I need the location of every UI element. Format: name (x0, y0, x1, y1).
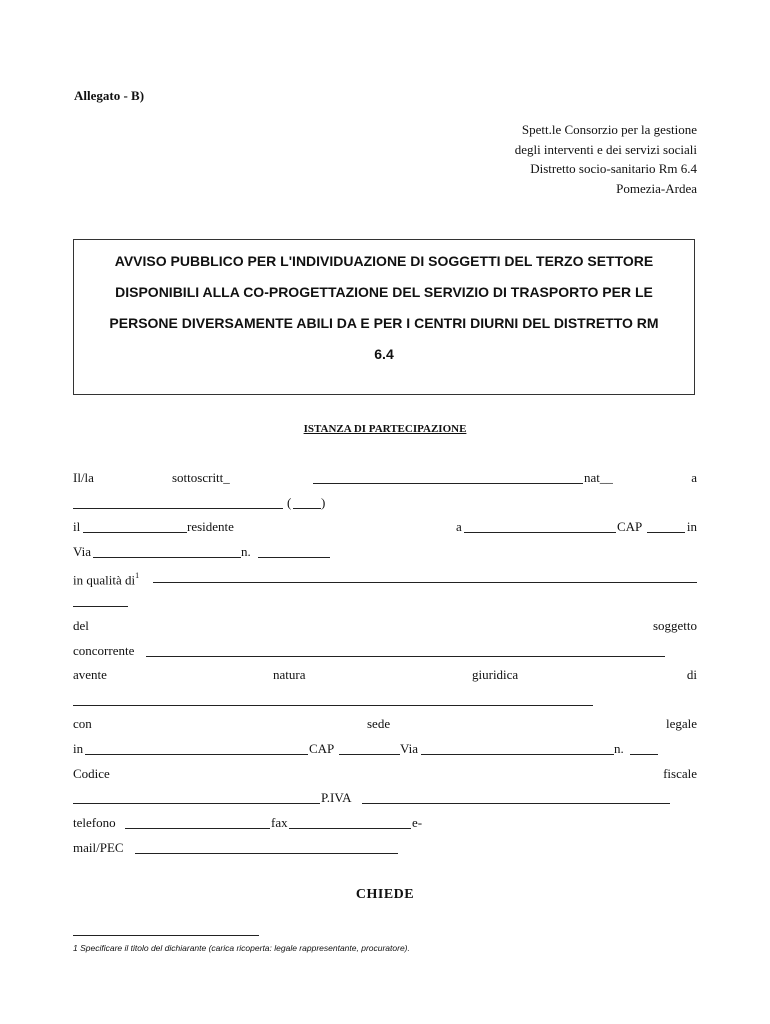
email-pec-field[interactable] (135, 853, 398, 854)
notice-title-line: PERSONE DIVERSAMENTE ABILI DA E PER I CENTRI DIURNI DEL DISTRETTO RM (109, 315, 659, 331)
label-cap-seat: CAP (309, 741, 335, 756)
addressee-block (397, 120, 697, 198)
request-heading: CHIEDE (355, 887, 415, 902)
fax-field[interactable] (289, 828, 411, 829)
role-field[interactable] (153, 582, 697, 583)
label-residente: residente (187, 519, 234, 534)
form-row-vat (73, 787, 697, 809)
label-nato: nat__ (584, 470, 613, 485)
seat-city-field[interactable] (85, 754, 308, 755)
label-il-la: Il/la (73, 470, 94, 485)
name-field[interactable] (313, 483, 583, 484)
label-paren-close: ) (321, 495, 326, 510)
label-con: con (73, 716, 92, 731)
role-field-continued[interactable] (73, 606, 128, 607)
form-row-applicant (73, 640, 697, 662)
form-row-seat-address (73, 738, 697, 760)
label-natura: natura (273, 667, 306, 682)
label-concorrente: concorrente (73, 643, 135, 658)
footnote-ref: 1 (135, 571, 140, 580)
vat-field[interactable] (362, 803, 670, 804)
seat-cap-field[interactable] (339, 754, 400, 755)
label-in-seat: in (73, 741, 84, 756)
label-fax: fax (271, 815, 288, 830)
label-del: del (73, 618, 89, 633)
label-in-qualita (73, 566, 139, 591)
label-in-qualita-text: in qualità di (73, 572, 136, 588)
label-via-seat: Via (400, 741, 418, 756)
form-row-name (73, 467, 697, 489)
residence-number-field[interactable] (258, 557, 330, 558)
label-sede: sede (367, 716, 391, 731)
label-sottoscritto: sottoscritt_ (172, 470, 230, 485)
label-giuridica: giuridica (472, 667, 519, 682)
addressee-line: Distretto socio-sanitario Rm 6.4 (530, 161, 697, 176)
label-e-dash: e- (412, 815, 423, 830)
notice-title-line: DISPONIBILI ALLA CO-PROGETTAZIONE DEL SERVIZIO DI TRASPORTO PER LE (115, 284, 653, 300)
label-paren-open: ( (287, 495, 292, 510)
addressee-line: Spett.le Consorzio per la gestione (521, 122, 697, 137)
label-piva: P.IVA (321, 790, 352, 805)
label-in: in (686, 519, 697, 534)
label-soggetto: soggetto (652, 618, 697, 633)
notice-title-line: 6.4 (374, 346, 394, 362)
form-row-tax-code (73, 763, 697, 785)
label-codice: Codice (73, 766, 110, 781)
form-row-email (73, 837, 697, 859)
form-row-seat (73, 713, 697, 735)
form-row-birthplace (73, 492, 697, 514)
residence-city-field[interactable] (464, 532, 616, 533)
label-avente: avente (73, 667, 107, 682)
form-row-role (73, 566, 697, 588)
form-row-legal-nature-value (73, 689, 697, 711)
label-a: a (691, 470, 697, 485)
legal-nature-field[interactable] (73, 705, 593, 706)
residence-street-field[interactable] (93, 557, 241, 558)
applicant-name-field[interactable] (146, 656, 665, 657)
label-cap: CAP (617, 519, 643, 534)
form-row-address (73, 541, 697, 563)
label-telefono: telefono (73, 815, 116, 830)
residence-cap-field[interactable] (647, 532, 685, 533)
form-row-subject (73, 615, 697, 637)
form-row-role-cont (73, 590, 697, 612)
section-heading: ISTANZA DI PARTECIPAZIONE (303, 423, 467, 435)
province-field[interactable] (293, 508, 321, 509)
seat-street-field[interactable] (421, 754, 614, 755)
attachment-label: Allegato - B) (74, 88, 145, 103)
birthdate-field[interactable] (83, 532, 187, 533)
form-row-contacts (73, 812, 697, 834)
addressee-line: Pomezia-Ardea (616, 180, 697, 196)
tax-code-field[interactable] (73, 803, 320, 804)
form-row-legal-nature (73, 664, 697, 686)
label-a-residence: a (456, 519, 462, 534)
phone-field[interactable] (125, 828, 270, 829)
footnote-separator (73, 935, 259, 936)
label-di: di (686, 667, 697, 682)
label-n-seat: n. (614, 741, 624, 756)
notice-title-box (73, 239, 695, 395)
label-mail-pec: mail/PEC (73, 840, 124, 855)
seat-number-field[interactable] (630, 754, 658, 755)
birthplace-field[interactable] (73, 508, 283, 509)
label-il: il (73, 519, 81, 534)
notice-title-line: AVVISO PUBBLICO PER L'INDIVIDUAZIONE DI SOGGETTI DEL TERZO SETTORE (114, 253, 654, 269)
footnote-text: 1 Specificare il titolo del dichiarante (carica ricoperta: legale rappresentante, procuratore). (73, 943, 410, 953)
addressee-line: degli interventi e dei servizi sociali (514, 141, 697, 157)
label-fiscale: fiscale (663, 766, 697, 781)
label-n: n. (241, 544, 251, 559)
label-legale: legale (665, 716, 697, 731)
form-row-residence (73, 516, 697, 538)
label-via: Via (73, 544, 91, 559)
